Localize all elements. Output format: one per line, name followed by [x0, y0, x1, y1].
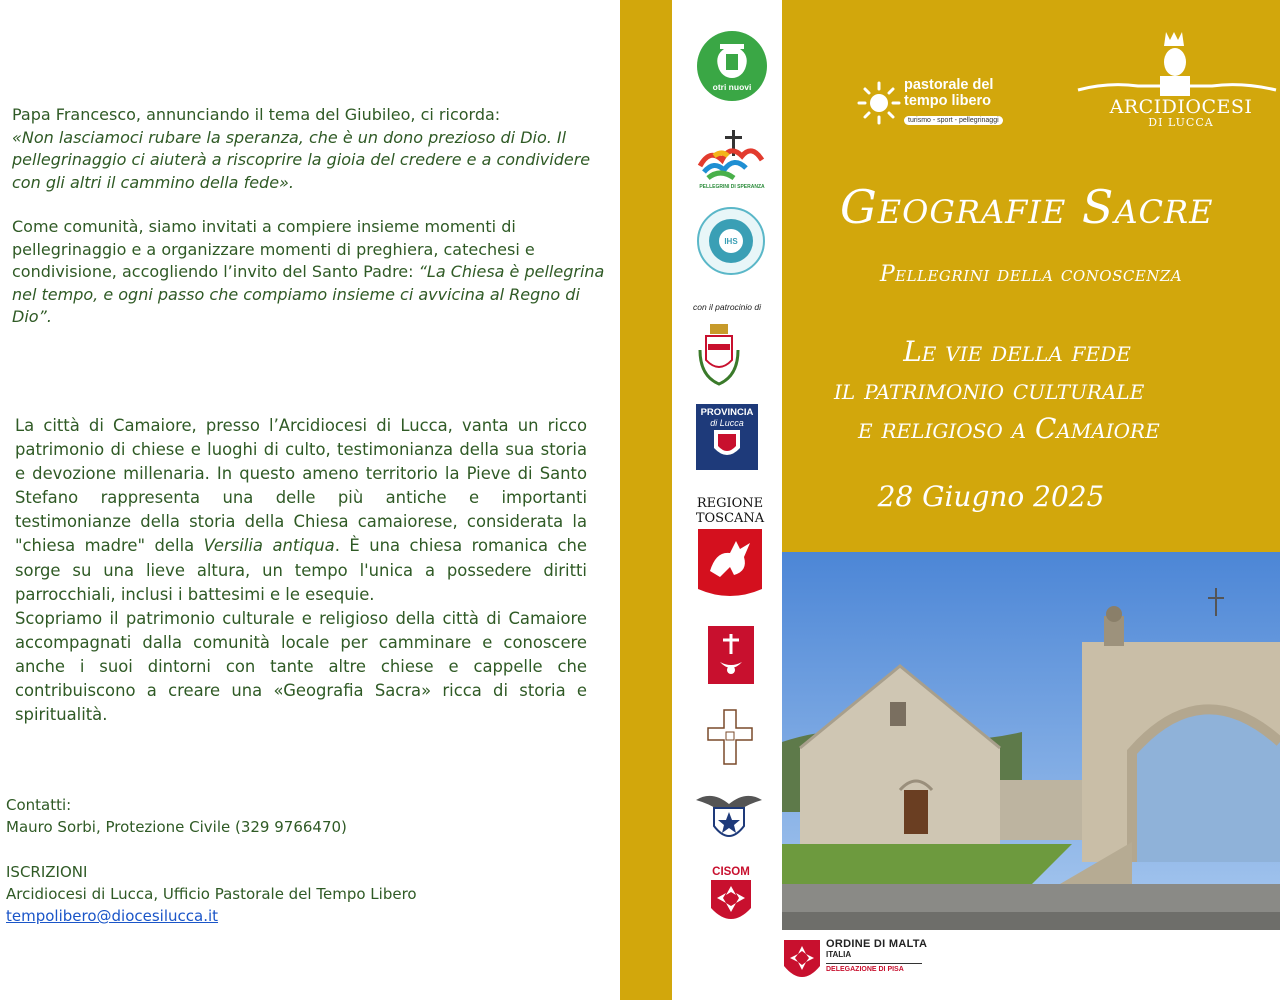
pieve-photo: [782, 552, 1280, 930]
cover-date: 28 Giugno 2025: [877, 480, 1105, 513]
intro-paragraph: Come comunità, siamo invitati a compiere insieme momenti di pellegrinaggio e a organizzare momenti di preghiera, catechesi e condivisione, accogliendo l’invito del Santo Padre:: [12, 217, 535, 281]
ordine-malta-text: [826, 938, 927, 973]
ihs-logo: [696, 206, 766, 276]
contacts-label: Contatti:: [6, 796, 72, 814]
confraternity-logo: [704, 706, 756, 768]
arcidiocesi-logo-text: [1108, 96, 1254, 129]
patrocinio-label: con il patrocinio di: [692, 302, 762, 312]
church-photo-illustration: [782, 552, 1280, 930]
contacts-person: Mauro Sorbi, Protezione Civile (329 9766470): [6, 818, 347, 837]
regione-label-2: TOSCANA: [695, 511, 765, 526]
intro-quote: «Non lasciamoci rubare la speranza, che è un dono prezioso di Dio. Il pellegrinaggio ci aiuterà a riscoprire la gioia del credere e a condividere con gli altri il cammino della fede».: [12, 127, 591, 192]
contacts-block: [6, 794, 606, 927]
jubilee-logo: [694, 126, 770, 196]
intro-text: [12, 104, 612, 351]
pastorale-line-2: tempo libero: [904, 93, 992, 109]
email-link[interactable]: tempolibero@diocesilucca.it: [6, 907, 219, 926]
pastorale-line-1: pastorale del: [904, 77, 994, 93]
cover-subtitle: Pellegrini della conoscenza: [879, 262, 1183, 287]
cisom-logo: [706, 866, 756, 934]
outline-cross-icon: [704, 706, 756, 768]
iscrizioni-office: Arcidiocesi di Lucca, Ufficio Pastorale del Tempo Libero: [6, 884, 417, 903]
arcidiocesi-line-1: ARCIDIOCESI: [1109, 96, 1253, 118]
camaiore-coat-of-arms: [698, 322, 740, 392]
pastorale-line-3: turismo - sport - pellegrinaggi: [904, 116, 1003, 125]
arcidiocesi-line-2: DI LUCCA: [1148, 116, 1214, 129]
order-cross-logo: [708, 626, 754, 684]
maltese-cross-shield-icon: [707, 878, 755, 928]
malta-line-3: DELEGAZIONE DI PISA: [826, 963, 922, 973]
maltese-cross-icon: [782, 938, 822, 986]
cisom-label: CISOM: [712, 866, 750, 878]
sun-icon: [856, 80, 902, 126]
description-part-1: La città di Camaiore, presso l’Arcidiocesi di Lucca, vanta un ricco patrimonio di chiese e luoghi di culto, testimonianza della sua storia e devozione millenaria. In questo ameno territorio la Pieve di Santo Stefano rappresenta una delle più antiche e importanti testimonianze della storia della Chiesa camaiorese, considerata la "chiesa madre" della: [15, 416, 587, 556]
provincia-label: PROVINCIA: [700, 407, 754, 418]
regione-label-1: REGIONE: [696, 496, 764, 511]
crowned-volto-santo-icon: [1074, 28, 1280, 100]
intro-line: Papa Francesco, annunciando il tema del Giubileo, ci ricorda:: [12, 105, 501, 124]
cover-line-3: e religioso a Camaiore: [858, 412, 1160, 445]
provincia-sub-label: di Lucca: [710, 418, 744, 428]
ordine-malta-logo: [782, 938, 822, 986]
pastorale-logo-text: [904, 77, 1003, 127]
pastorale-sun-logo: [856, 80, 902, 126]
malta-line-2: ITALIA: [826, 950, 852, 959]
cover-line-2: il patrimonio culturale: [834, 373, 1145, 406]
eagle-star-icon: [694, 786, 764, 850]
cover-line-1: Le vie della fede: [903, 335, 1131, 368]
malta-line-1: ORDINE DI MALTA: [826, 938, 928, 950]
gold-strip: [620, 0, 672, 1000]
jubilee-label: PELLEGRINI DI SPERANZA: [699, 184, 765, 190]
cross-emblem-icon: [708, 626, 754, 684]
provincia-lucca-logo: [696, 404, 758, 470]
ihs-label: IHS: [724, 236, 738, 246]
pegasus-flag-icon: [696, 527, 764, 601]
arcidiocesi-emblem: [1074, 28, 1280, 100]
description-part-2: Scopriamo il patrimonio culturale e religioso della città di Camaiore accompagnati dalla comunità locale per camminare e conoscere anche i suoi dintorni con tante altre chiese e cappelle che contribuiscono a creare una «Geografia Sacra» ricca di storia e spiritualità.: [15, 608, 587, 725]
coat-of-arms-icon: [698, 322, 740, 392]
provincia-shield-icon: [712, 428, 742, 462]
cover-title: Geografie Sacre: [840, 180, 1214, 234]
regione-toscana-logo: [694, 497, 766, 609]
camaiore-description: [15, 414, 587, 727]
otri-nuovi-label: otri nuovi: [712, 82, 752, 92]
left-page: [0, 0, 620, 1000]
description-emphasis: Versilia antiqua: [203, 536, 335, 556]
cai-logo: [694, 786, 764, 850]
iscrizioni-label: ISCRIZIONI: [6, 862, 88, 881]
intro-paragraph-quote: “La Chiesa è pellegrina nel tempo, e ogni passo che compiamo insieme ci avvicina al Regno di Dio”.: [12, 262, 605, 326]
otri-nuovi-logo: [696, 30, 768, 102]
description-part-1-end: . È una chiesa romanica che sorge su una lieve altura, un tempo l'unica a possedere diritti parrocchiali, inclusi i battesimi e le esequie.: [15, 536, 587, 604]
